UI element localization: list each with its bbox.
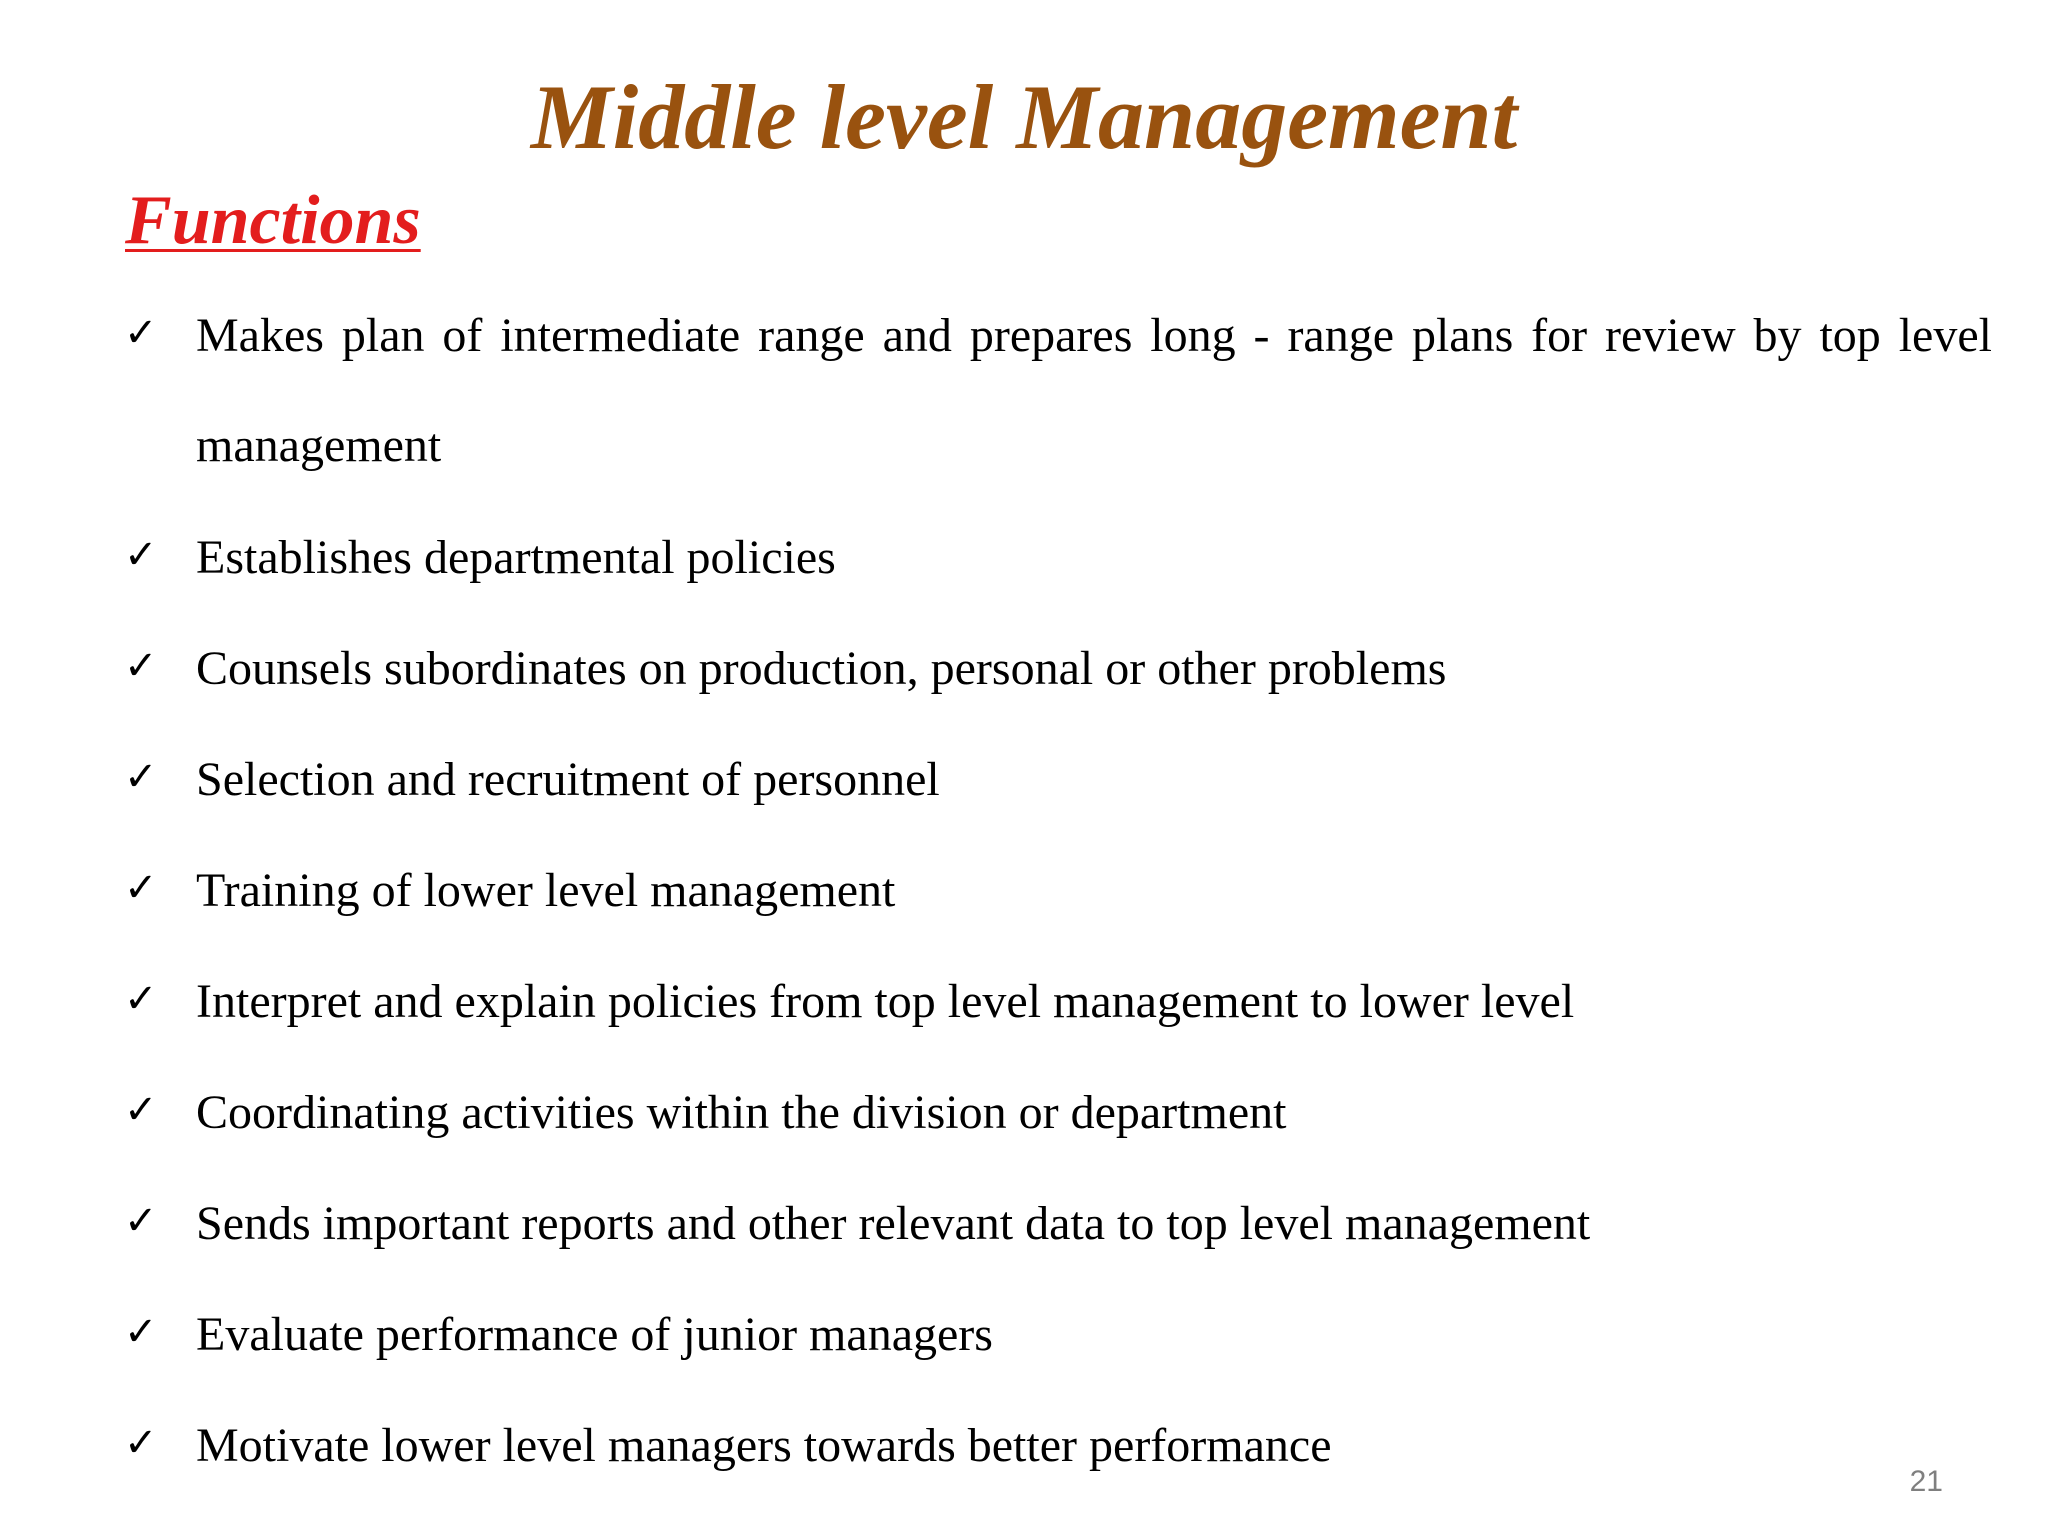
check-icon: ✓: [124, 1198, 158, 1244]
page-number: 21: [1909, 1465, 1943, 1498]
list-item-text: Counsels subordinates on production, personal or other problems: [196, 642, 1447, 695]
check-icon: ✓: [124, 643, 158, 689]
section-heading: Functions: [125, 182, 421, 259]
check-icon: ✓: [124, 532, 158, 578]
list-item-text: Evaluate performance of junior managers: [196, 1308, 993, 1361]
list-item-text: Makes plan of intermediate range and prepares long - range plans for review by top level management: [196, 309, 1992, 472]
check-icon: ✓: [124, 976, 158, 1022]
check-icon: ✓: [124, 1420, 158, 1466]
check-icon: ✓: [124, 865, 158, 911]
check-icon: ✓: [124, 1309, 158, 1355]
slide-title: Middle level Management: [530, 66, 1518, 168]
list-item-text: Training of lower level management: [196, 864, 896, 917]
list-item-text: Sends important reports and other relevant data to top level management: [196, 1197, 1591, 1250]
check-icon: ✓: [124, 754, 158, 800]
check-icon: ✓: [124, 1087, 158, 1133]
check-icon: ✓: [124, 310, 158, 356]
list-item-text: Motivate lower level managers towards better performance: [196, 1419, 1332, 1472]
list-item-text: Selection and recruitment of personnel: [196, 753, 940, 806]
list-item-text: Interpret and explain policies from top level management to lower level: [196, 975, 1575, 1028]
list-item-text: Establishes departmental policies: [196, 531, 836, 584]
list-item-text: Coordinating activities within the division or department: [196, 1086, 1287, 1139]
